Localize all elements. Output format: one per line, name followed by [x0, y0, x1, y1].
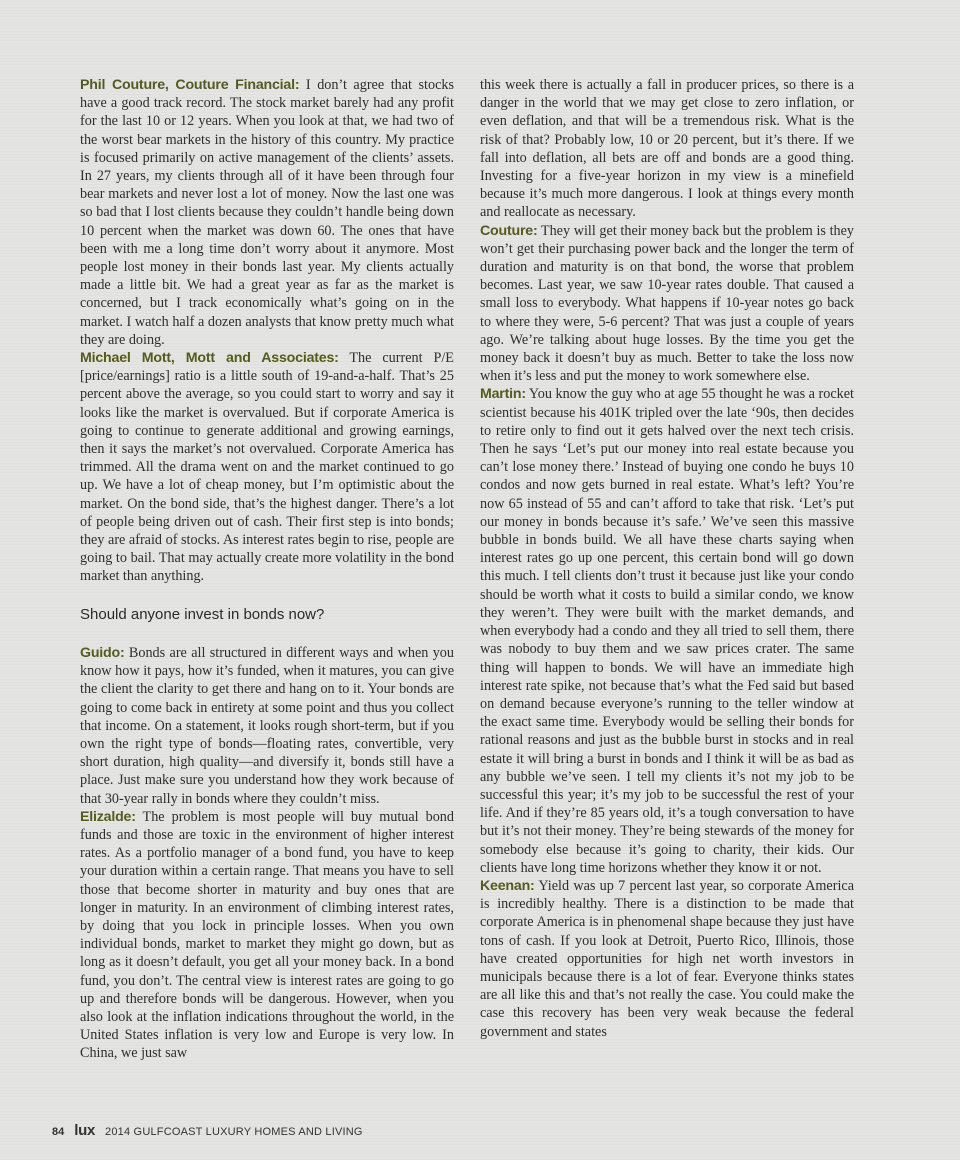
- section-heading: Should anyone invest in bonds now?: [80, 605, 325, 623]
- interview-paragraph: [80, 644, 454, 808]
- left-column: [80, 76, 454, 1063]
- interview-paragraph: [80, 76, 454, 349]
- right-column: [480, 76, 854, 1041]
- paragraph-text: Bonds are all structured in different ways and when you know how it pays, how it’s funded, when it matures, you can give the client the clarity to get there and hang on to it. Your bonds are going to come back in entirety at some point and thus you collect that income. On a statement, it looks rough short-term, but if you own the right type of bonds—floating rates, convertible, very short duration, high quality—and diversify it, bonds still have a place. Just make sure you understand how they work because of that 30-year rally in bonds where they couldn’t miss.: [80, 644, 454, 807]
- paragraph-text: The current P/E [price/earnings] ratio is a little south of 19-and-a-half. That’s 25 percent above the average, so you could start to worry and say it looks like the market is overvalued. But if corporate America is going to continue to generate additional and growing earnings, then it says the market’s not overvalued. Corporate America has trimmed. All the drama went on and the market continued to go up. We have a lot of cheap money, but I’m optimistic about the market. On the bond side, that’s the highest danger. There’s a lot of people being driven out of cash. Their first step is into bonds; they are afraid of stocks. As interest rates begin to rise, people are going to bail. That may actually create more volatility in the bond market than anything.: [80, 350, 454, 585]
- interview-paragraph: [80, 808, 454, 1063]
- interview-paragraph: [480, 385, 854, 876]
- speaker-name: Phil Couture, Couture Financial:: [80, 77, 300, 93]
- interview-paragraph: [80, 349, 454, 586]
- speaker-name: Elizalde:: [80, 808, 136, 825]
- publication-name: 2014 GULFCOAST LUXURY HOMES AND LIVING: [105, 1126, 363, 1138]
- paragraph-text: Yield was up 7 percent last year, so corporate America is incredibly healthy. There is a distinction to be made that corporate America is in phenomenal shape because they just have tons of cash. If you look at Detroit, Puerto Rico, Illinois, those have created opportunities for high net worth investors in municipals because there is a lot of fear. Everyone thinks states are all like this and that’s not really the case. You could make the case this recovery has been very weak because the federal government and states: [480, 877, 854, 1040]
- speaker-name: Keenan:: [480, 877, 535, 894]
- interview-paragraph: [480, 877, 854, 1041]
- speaker-name: Michael Mott, Mott and Associates:: [80, 350, 339, 367]
- paragraph-text: You know the guy who at age 55 thought he was a rocket scientist because his 401K tripled over the late ‘90s, then decides to retire only to find out it gets halved over the next tech crisis. Then he says ‘Let’s put our money into real estate because you can’t lose money there.’ Instead of buying one condo he buys 10 condos and now gets burned in real estate. What’s left? You’re now 65 instead of 55 and can’t afford to take that risk. ‘Let’s put our money in bonds because it’s safe.’ We’ve seen this massive bubble in bonds build. We all have these charts saying when interest rates go up one percent, this certain bond will go down this much. I tell clients don’t trust it because just like your condo should be worth what it costs to build a similar condo, we know they weren’t. They were built with the market demands, and when everybody had a condo and they all tried to sell them, there was nobody to buy them and we saw prices crater. The same thing will happen to bonds. We will have an immediate high interest rate spike, not because that’s what the Fed said but based on demand because everyone’s running to the teller window at the exact same time. Everybody would be selling their bonds for rational reasons and just as the bubble burst in stocks and in real estate it will bring a burst in bonds and I think it will be as bad as any bubble we’ve seen. I tell my clients it’s not my job to be successful this year; it’s my job to be successful the rest of your life. And if they’re 85 years old, it’s a tough conversation to have but it’s not their money. They’re being stewards of the money for somebody else because it’s going to charity, their kids. Our clients have long time horizons whether they know it or not.: [480, 386, 854, 876]
- page-number: 84: [52, 1126, 65, 1138]
- paragraph-text: The problem is most people will buy mutual bond funds and those are toxic in the environment of higher interest rates. As a portfolio manager of a bond fund, you have to keep your duration within a certain range. That means you have to sell those that become shorter in maturity and buy ones that are longer in maturity. In an environment of climbing interest rates, by doing that you lock in principle losses. When you own individual bonds, market to market they might go down, but as long as it doesn’t default, you get all your money back. In a bond fund, you don’t. The central view is interest rates are going to go up and therefore bonds will be dangerous. However, when you also look at the inflation indications throughout the world, in the United States inflation is very low and Europe is very low. In China, we just saw: [80, 808, 454, 1062]
- magazine-logo: lux: [74, 1122, 96, 1139]
- paragraph-text: I don’t agree that stocks have a good track record. The stock market barely had any profit for the last 10 or 12 years. When you look at that, we had two of the worst bear markets in the history of this country. My practice is focused primarily on active management of the clients’ assets. In 27 years, my clients through all of it have been through four bear markets and never lost a lot of money. Now the last one was so bad that I lost clients because they couldn’t handle being down 10 percent when the market was down 60. The ones that have been with me a long time don’t worry about it anymore. Most people lost money in their bonds last year. My clients actually made a little bit. We had a great year as far as the market is concerned, but I track economically what’s going on in the market. I watch half a dozen analysts that know pretty much what they are doing.: [80, 77, 454, 348]
- interview-paragraph: [480, 222, 854, 386]
- speaker-name: Couture:: [480, 222, 538, 239]
- speaker-name: Martin:: [480, 386, 526, 403]
- interview-paragraph: [480, 76, 854, 222]
- page-footer: [52, 1122, 363, 1139]
- paragraph-text: this week there is actually a fall in producer prices, so there is a danger in the world that we may get close to zero inflation, or even deflation, and that will be a tremendous risk. What is the risk of that? Probably low, 10 or 20 percent, but it’s there. If we fall into deflation, all bets are off and bonds are a good thing. Investing for a five-year horizon in my view is a minefield because it’s much more dangerous. I look at things every month and reallocate as necessary.: [480, 77, 854, 221]
- speaker-name: Guido:: [80, 644, 125, 661]
- paragraph-text: They will get their money back but the problem is they won’t get their purchasing power back and the longer the term of duration and maturity is on that bond, the worse that problem becomes. Last year, we saw 10-year rates double. That caused a small loss to everybody. What happens if 10-year notes go back to where they were, 5-6 percent? That was just a couple of years ago. We’re talking about huge losses. By the time you get the money back it doesn’t buy as much. Better to take the loss now when it’s less and put the money to work somewhere else.: [480, 222, 854, 385]
